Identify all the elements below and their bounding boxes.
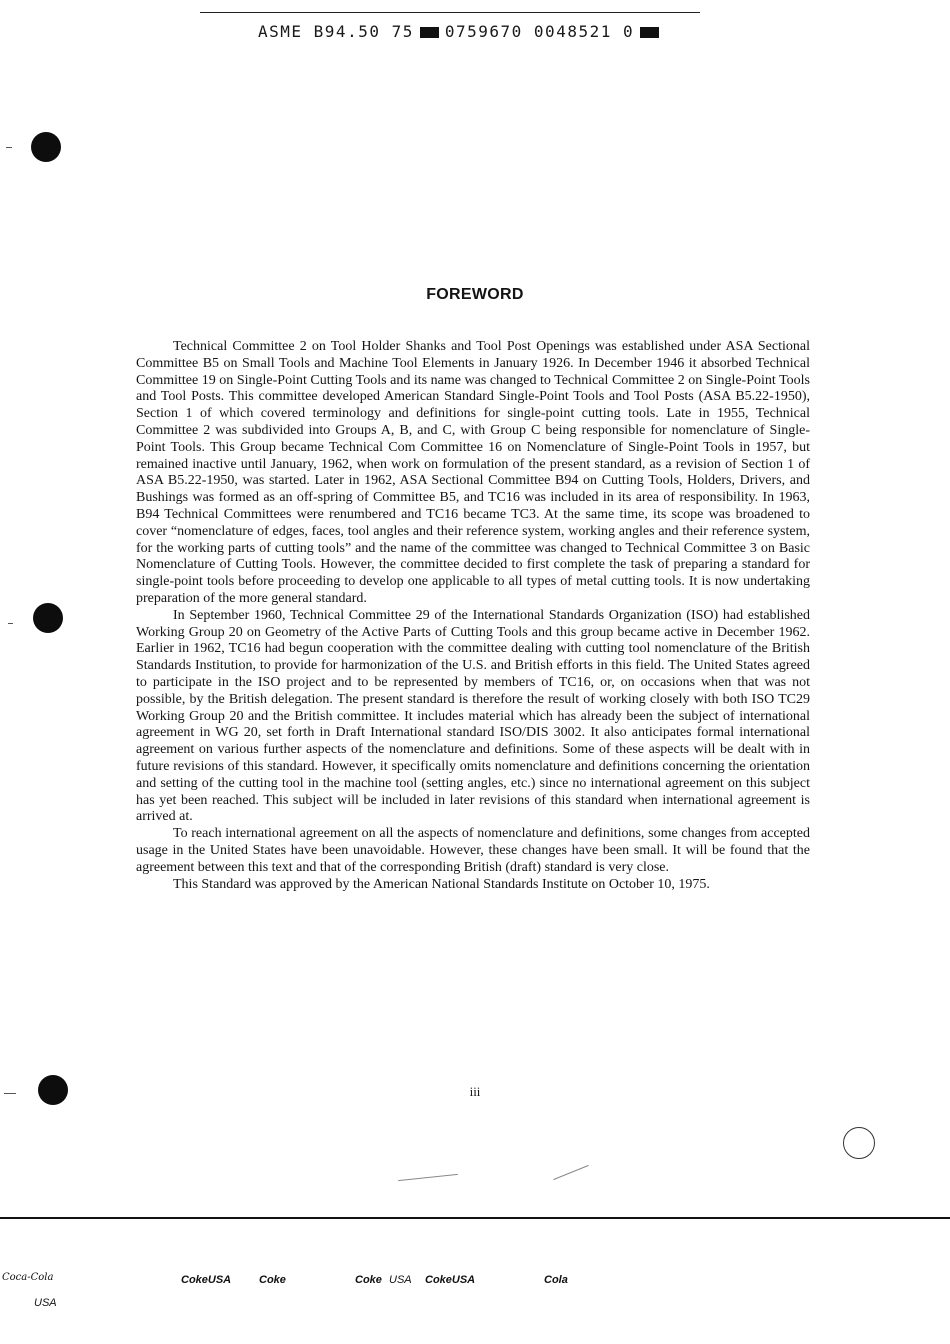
footer-usa: USA xyxy=(34,1297,57,1309)
margin-mark xyxy=(8,623,13,624)
paragraph-history: Technical Committee 2 on Tool Holder Shanks and Tool Post Openings was established under ASA Sectional Committee B5 on Small Tools and Machine Tool Elements in January 1926. In December 1946 it absorbed Technical Committee 19 on Single-Point Cutting Tools and its name was changed to Technical Committee 2 on Single-Point Tools and Tool Posts. This committee developed American Standard Single-Point Tools and Tool Posts (ASA B5.22-1950), Section 1 of which covered terminology and definitions for single-point cutting tools. Late in 1955, Technical Committee 2 was subdivided into Groups A, B, and C, with Group C being responsible for nomenclature of Single-Point Tools. This Group became Technical Com Committee 16 on Nomenclature of Single-Point Tools in 1957, but remained inactive until January, 1962, when work on formulation of the present standard, as a revision of Section 1 of ASA B5.22-1950, was started. Later in 1962, ASA Sectional Committee B94 on Cutting Tools, Holders, Drivers, and Bushings was formed as an off-spring of Committee B5, and TC16 was included in its area of responsibility. In 1963, B94 Technical Committees were renumbered and TC16 became TC3. At the same time, its scope was broadened to cover “nomenclature of edges, faces, tool angles and their reference system, working angles and their reference system, for the working parts of cutting tools” and the name of the committee was changed to Technical Committee 3 on Basic Nomenclature of Cutting Tools. However, the committee decided to first complete the task of preparing a standard for single-point tools before proceeding to develop one applicable to all types of metal cutting tools. It is now undertaking preparation of the more general standard. xyxy=(136,339,810,606)
paragraph-approval: This Standard was approved by the American National Standards Institute on October 10, 1975. xyxy=(173,876,710,892)
paragraph-iso-cooperation: In September 1960, Technical Committee 29 of the International Standards Organization (ISO) had established Working Group 20 on Geometry of the Active Parts of Cutting Tools and this group became active in December 1962. Earlier in 1962, TC16 had begun cooperation with the committee dealing with cutting tool nomenclature of the British Standards Institution, to provide for harmonization of the U.S. and British efforts in this field. The United States agreed to participate in the ISO project and to be represented by members of TC16, or, on occasions when that was not possible, by the British delegation. The present standard is therefore the result of working closely with both ISO TC29 Working Group 20 and the British committee. It includes material which has already been the subject of international agreement in WG 20, set forth in Draft International standard ISO/DIS 3002. It also anticipates formal international agreement on various further aspects of the nomenclature and definitions. Some of these aspects will be dealt with in future revisions of this standard. However, it specifically omits nomenclature and definitions concerning the orientation and setting of the cutting tool in the machine tool (setting angles, etc.) since no international agreement on this subject has yet been reached. This subject will be included in later revisions of this standard when international agreement is arrived at. xyxy=(136,607,810,825)
footer-coke: Coke xyxy=(355,1274,382,1286)
binder-hole-middle xyxy=(33,603,63,633)
page-number: iii xyxy=(469,1084,481,1099)
coca-cola-logo: Coca-Cola xyxy=(2,1272,54,1283)
page-title: FOREWORD xyxy=(426,286,524,303)
document-id-number: 0759670 0048521 0 xyxy=(444,22,635,41)
scan-smudge xyxy=(398,1174,458,1181)
document-id-prefix: ASME B94.50 75 xyxy=(258,22,414,41)
footer-cola: Cola xyxy=(544,1274,568,1286)
binder-hole-top xyxy=(31,132,61,162)
black-block-mark xyxy=(420,27,439,38)
bottom-rule xyxy=(0,1217,950,1219)
footer-coke: Coke xyxy=(259,1274,286,1286)
document-id-header xyxy=(258,22,665,41)
top-rule xyxy=(200,12,700,13)
footer-usa: USA xyxy=(389,1274,412,1286)
footer-cokeusa: CokeUSA xyxy=(425,1274,476,1286)
scan-smudge xyxy=(553,1165,589,1180)
black-block-mark xyxy=(640,27,659,38)
footer-cokeusa: CokeUSA xyxy=(181,1274,232,1286)
paragraph-agreement: To reach international agreement on all the aspects of nomenclature and definitions, some changes from accepted usage in the United States have been unavoidable. However, these changes have been small. It will be found that the agreement between this text and that of the corresponding British (draft) standard is very close. xyxy=(136,826,810,875)
binder-hole-outline xyxy=(843,1127,875,1159)
foreword-body xyxy=(136,339,810,893)
margin-mark xyxy=(6,147,12,148)
